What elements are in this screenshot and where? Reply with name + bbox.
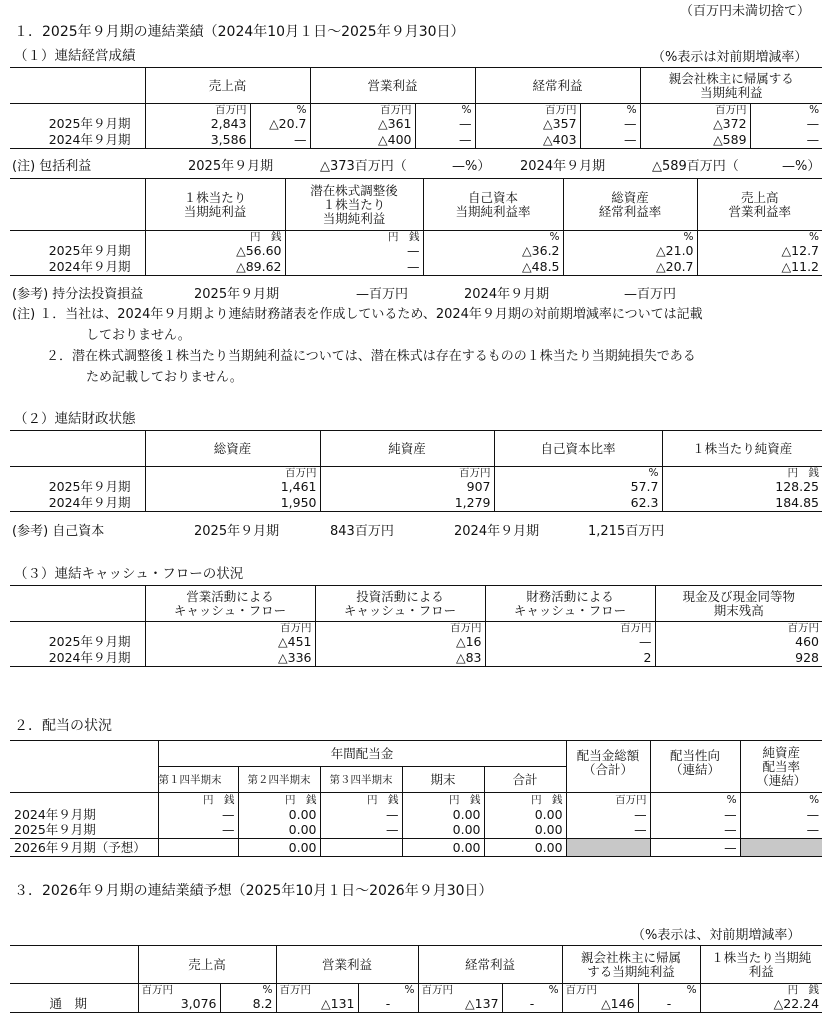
note-1: (注) １．当社は、2024年９月期より連結財務諸表を作成しているため、2024年９月期の対前期増減率については記載 <box>12 307 703 322</box>
sub1-title: （１）連結経営成績 <box>14 48 136 64</box>
sub3-title: （３）連結キャッシュ・フローの状況 <box>14 566 244 582</box>
header-total-dividend: 配当金総額 （合計） <box>566 741 650 793</box>
operating-results-table <box>10 67 822 149</box>
header-financing-cf: 財務活動による キャッシュ・フロー <box>485 586 655 622</box>
header-q2: 第２四半期末 <box>238 767 320 793</box>
table-row: 2025年９月期 1,461 907 57.7 128.25 <box>10 479 822 495</box>
table-row: 2024年９月期 1,950 1,279 62.3 184.85 <box>10 495 822 511</box>
comp-income-label: (注) 包括利益 <box>12 159 92 174</box>
header-roa: 総資産 経常利益率 <box>563 179 697 231</box>
table-row: 2024年９月期 — 0.00 — 0.00 0.00 — — — <box>10 807 822 823</box>
note-1-cont: しておりません。 <box>86 328 191 343</box>
equity-value1: 843百万円 <box>330 524 394 539</box>
equity-method-period1: 2025年９月期 <box>194 287 280 302</box>
table-row-forecast: 2026年９月期（予想） 0.00 0.00 0.00 — <box>10 839 822 857</box>
equity-period2: 2024年９月期 <box>454 524 540 539</box>
cash-flow-table: 営業活動による キャッシュ・フロー 投資活動による キャッシュ・フロー 財務活動による キャッシュ・フロー 現金及び現金同等物 期末残高 百万円 百万円 百万円 百万円 2025年９月期 △451 △16 — 460 2024年９月期 △336 △83 2 928 <box>10 585 822 667</box>
unit: 百万円 <box>145 104 250 117</box>
unit: % <box>580 104 640 117</box>
header-total-assets: 総資産 <box>145 431 320 467</box>
table-row: 2024年９月期 3,586 — △400 — △403 — △589 — <box>10 132 822 148</box>
shaded-cell <box>566 839 650 857</box>
section2-title: ２．配当の状況 <box>14 718 112 734</box>
unit: % <box>750 104 822 117</box>
header-ordinary-profit: 経常利益 <box>475 68 640 104</box>
table-row: 2025年９月期 △56.60 — △36.2 △21.0 △12.7 <box>10 243 822 259</box>
comp-income-rate1: —%） <box>452 159 491 174</box>
table-row: 通 期 3,076 8.2 △131 - △137 - △146 - △22.24 <box>10 996 822 1012</box>
header-fc-net-income: 親会社株主に帰属 する当期純利益 <box>562 946 700 984</box>
header-q3: 第３四半期末 <box>320 767 402 793</box>
unit: 百万円 <box>310 104 415 117</box>
comp-income-rate2: —%） <box>782 159 821 174</box>
header-doe: 純資産 配当率 （連結） <box>740 741 822 793</box>
equity-value2: 1,215百万円 <box>588 524 665 539</box>
equity-period1: 2025年９月期 <box>194 524 280 539</box>
header-q1: 第１四半期末 <box>158 767 238 793</box>
table-row: 2024年９月期 △89.62 — △48.5 △20.7 △11.2 <box>10 259 822 275</box>
table-row: 2024年９月期 △336 △83 2 928 <box>10 650 822 666</box>
header-fc-ordinary-profit: 経常利益 <box>418 946 562 984</box>
header-fc-sales: 売上高 <box>138 946 276 984</box>
unit: 百万円 <box>640 104 750 117</box>
dividends-table: 年間配当金 配当金総額 （合計） 配当性向 （連結） 純資産 配当率 （連結） 第１四半期末 第２四半期末 第３四半期末 期末 合計 円 銭 円 銭 円 銭 円 銭 円 銭 百万円 % % 2024年９月期 — 0.00 — 0.00 0.00 — — — 2025年９月期 — 0.00 — 0.00 0.00 — — — 2026年９月期（予想） 0.00 0.00 0.00 — <box>10 740 822 857</box>
unit: 百万円 <box>475 104 580 117</box>
header-operating-cf: 営業活動による キャッシュ・フロー <box>145 586 315 622</box>
note-2-cont: ため記載しておりません。 <box>86 370 243 385</box>
comp-income-period2: 2024年９月期 <box>520 159 606 174</box>
header-fc-operating-profit: 営業利益 <box>276 946 418 984</box>
header-net-assets: 純資産 <box>320 431 494 467</box>
header-roe: 自己資本 当期純利益率 <box>423 179 563 231</box>
per-share-table: １株当たり 当期純利益 潜在株式調整後 １株当たり 当期純利益 自己資本 当期純利益率 総資産 経常利益率 売上高 営業利益率 円 銭 円 銭 % % % 2025年９月期 △56.60 — △36.2 △21.0 △12.7 2024年９月期 △89.62 — △48.5 △20.7 △11.2 <box>10 178 822 276</box>
section3-title: ３．2026年９月期の連結業績予想（2025年10月１日～2026年９月30日） <box>14 883 493 899</box>
header-eps: １株当たり 当期純利益 <box>145 179 285 231</box>
header-payout-ratio: 配当性向 （連結） <box>650 741 740 793</box>
header-blank <box>10 68 145 104</box>
header-fc-eps: １株当たり当期純 利益 <box>700 946 822 984</box>
header-total: 合計 <box>484 767 566 793</box>
note-2: ２．潜在株式調整後１株当たり当期純利益については、潜在株式は存在するものの１株当たり当期純損失である <box>46 349 696 364</box>
sub2-title: （２）連結財政状態 <box>14 411 136 427</box>
header-net-income: 親会社株主に帰属する 当期純利益 <box>640 68 822 104</box>
header-cash-balance: 現金及び現金同等物 期末残高 <box>655 586 822 622</box>
header-bps: １株当たり純資産 <box>662 431 822 467</box>
comp-income-value2: △589百万円（ <box>652 159 739 174</box>
unit-note: （百万円未満切捨て） <box>680 4 811 19</box>
header-sales: 売上高 <box>145 68 310 104</box>
unit: % <box>415 104 475 117</box>
forecast-table: 売上高 営業利益 経常利益 親会社株主に帰属 する当期純利益 １株当たり当期純 利益 百万円 % 百万円 % 百万円 % 百万円 % 円 銭 通 期 3,076 8.2 △131 - △137 - △146 - △22.24 <box>10 945 822 1013</box>
financial-position-table: 総資産 純資産 自己資本比率 １株当たり純資産 百万円 百万円 % 円 銭 2025年９月期 1,461 907 57.7 128.25 2024年９月期 1,950 1,279 62.3 184.85 <box>10 430 822 512</box>
equity-method-value2: —百万円 <box>624 287 677 302</box>
header-op-margin: 売上高 営業利益率 <box>697 179 822 231</box>
header-equity-ratio: 自己資本比率 <box>494 431 662 467</box>
equity-method-period2: 2024年９月期 <box>464 287 550 302</box>
header-investing-cf: 投資活動による キャッシュ・フロー <box>315 586 485 622</box>
header-annual-dividend: 年間配当金 <box>158 741 566 767</box>
shaded-cell <box>740 839 822 857</box>
comp-income-period1: 2025年９月期 <box>188 159 274 174</box>
table-row: 2025年９月期 △451 △16 — 460 <box>10 634 822 650</box>
forecast-note: （%表示は、対前期増減率） <box>632 928 801 943</box>
table-row: 2025年９月期 2,843 △20.7 △361 — △357 — △372 — <box>10 116 822 132</box>
comp-income-value1: △373百万円（ <box>320 159 407 174</box>
section1-title: １．2025年９月期の連結業績（2024年10月１日～2025年９月30日） <box>14 24 465 40</box>
header-diluted-eps: 潜在株式調整後 １株当たり 当期純利益 <box>285 179 423 231</box>
equity-label: (参考) 自己資本 <box>12 524 105 539</box>
header-year-end: 期末 <box>402 767 484 793</box>
sub1-note: （%表示は対前期増減率） <box>652 50 808 65</box>
unit: % <box>250 104 310 117</box>
equity-method-value1: —百万円 <box>356 287 409 302</box>
table-row: 2025年９月期 — 0.00 — 0.00 0.00 — — — <box>10 823 822 839</box>
header-operating-profit: 営業利益 <box>310 68 475 104</box>
equity-method-label: (参考) 持分法投資損益 <box>12 287 144 302</box>
